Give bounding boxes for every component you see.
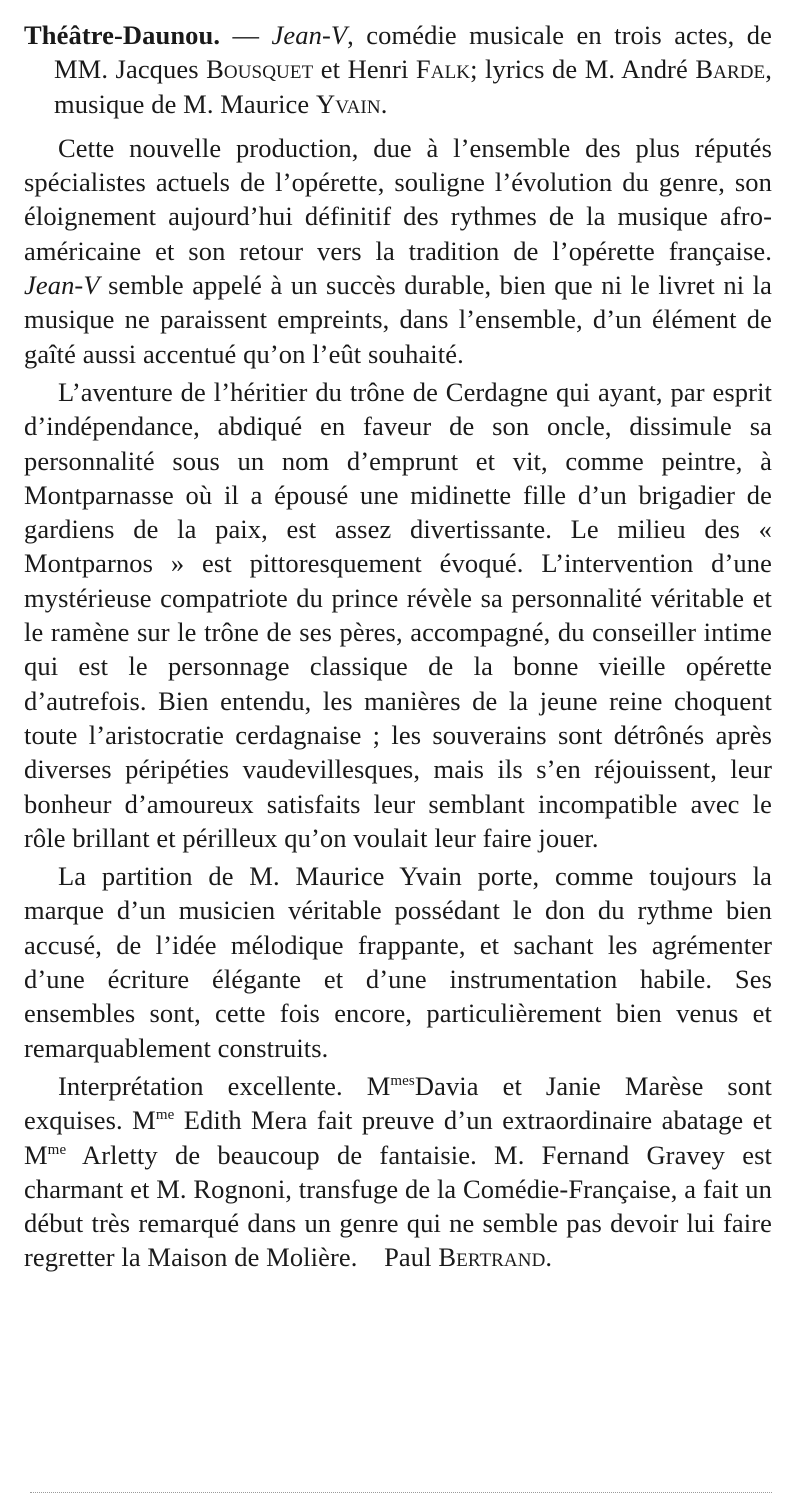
author-signature bbox=[384, 1242, 552, 1272]
paragraph-production bbox=[24, 131, 772, 371]
paragraph-cast bbox=[24, 1069, 772, 1275]
heading-text-4: , musique de M. Maurice bbox=[54, 54, 772, 119]
paragraph-cast-text-4: Arletty de beaucoup de fantaisie. M. Fernand Gravey est charmant et M. Rognoni, transfuge de la Comédie-Française, a fait un début très remarqué dans un genre qui ne semble pas devoir lui faire regretter la Maison de Molière. bbox=[24, 1139, 772, 1273]
paragraph-cast-text-3: Edith Mera fait preuve d’un extraordinaire abatage et M bbox=[24, 1105, 772, 1170]
author-bousquet: Bousquet bbox=[206, 54, 314, 85]
review-heading bbox=[24, 18, 772, 121]
paragraph-cast-text-1: Interprétation excellente. M bbox=[58, 1070, 391, 1101]
heading-text-3: ; lyrics de M. André bbox=[470, 54, 696, 85]
paragraph-score: La partition de M. Maurice Yvain porte, comme toujours la marque d’un musicien véritable possédant le don du rythme bien accusé, de l’idée mélodique frappante, et sachant les agrémenter d’une écriture élégante et d’une instrumentation habile. Ses ensembles sont, cette fois encore, particulièrement bien venus et remarquablement construits. bbox=[24, 861, 772, 1063]
superscript-me-1: me bbox=[155, 1107, 175, 1124]
heading-text-5: . bbox=[380, 88, 388, 119]
signature-end: . bbox=[545, 1242, 553, 1273]
superscript-mes: mes bbox=[390, 1073, 415, 1090]
paragraph-plot: L’aventure de l’héritier du trône de Cerdagne qui ayant, par esprit d’indépendance, abdiqué en faveur de son oncle, dissimule sa personnalité sous un nom d’emprunt et vit, comme peintre, à Montparnasse où il a épousé une midinette fille d’un brigadier de gardiens de la paix, est assez divertissante. Le milieu des « Montparnos » est pittoresquement évoqué. L’intervention d’une mystérieuse compatriote du prince révèle sa personnalité véritable et le ramène sur le trône de ses pères, accompagné, du conseiller intime qui est le personnage classique de la bonne vieille opérette d’autrefois. Bien entendu, les manières de la jeune reine choquent toute l’aristocratie cerdagnaise ; les souverains sont détrônés après diverses péripéties vaudevillesques, mais ils s’en réjouissent, leur bonheur d’amoureux satisfaits leur semblant incompatible avec le rôle brillant et périlleux qu’on voulait leur faire jouer. bbox=[24, 376, 772, 853]
signature-first-name: Paul bbox=[384, 1242, 439, 1273]
page-bottom-edge bbox=[30, 1492, 772, 1494]
lyricist-barde: Barde bbox=[695, 54, 766, 85]
play-title-inline: Jean-V bbox=[24, 270, 100, 301]
heading-text-2: et Henri bbox=[313, 54, 416, 85]
paragraph-cast-text-2: Davia et Janie Marèse sont exquises. M bbox=[24, 1070, 772, 1136]
heading-text-1: , comédie musicale en trois actes, de MM. Jacques bbox=[54, 20, 772, 85]
author-falk: Falk bbox=[415, 54, 471, 85]
theatre-name: Théâtre-Daunou. bbox=[24, 20, 221, 50]
heading-dash: — bbox=[220, 20, 272, 50]
signature-last-name: Bertrand bbox=[438, 1242, 546, 1273]
paragraph-production-text-2: semble appelé à un succès durable, bien que ni le livret ni la musique ne paraissent empreints, dans l’ensemble, d’un élément de gaîté aussi accentué qu’on l’eût souhaité. bbox=[24, 270, 772, 369]
superscript-me-2: me bbox=[47, 1141, 67, 1158]
paragraph-production-text-1: Cette nouvelle production, due à l’ensemble des plus réputés spécialistes actuels de l’opérette, souligne l’évolution du genre, son éloignement aujourd’hui définitif des rythmes de la musique afro-américaine et son retour vers la tradition de l’opérette française. bbox=[24, 132, 772, 266]
play-title: Jean-V bbox=[271, 20, 348, 50]
composer-yvain: Yvain bbox=[316, 88, 381, 119]
